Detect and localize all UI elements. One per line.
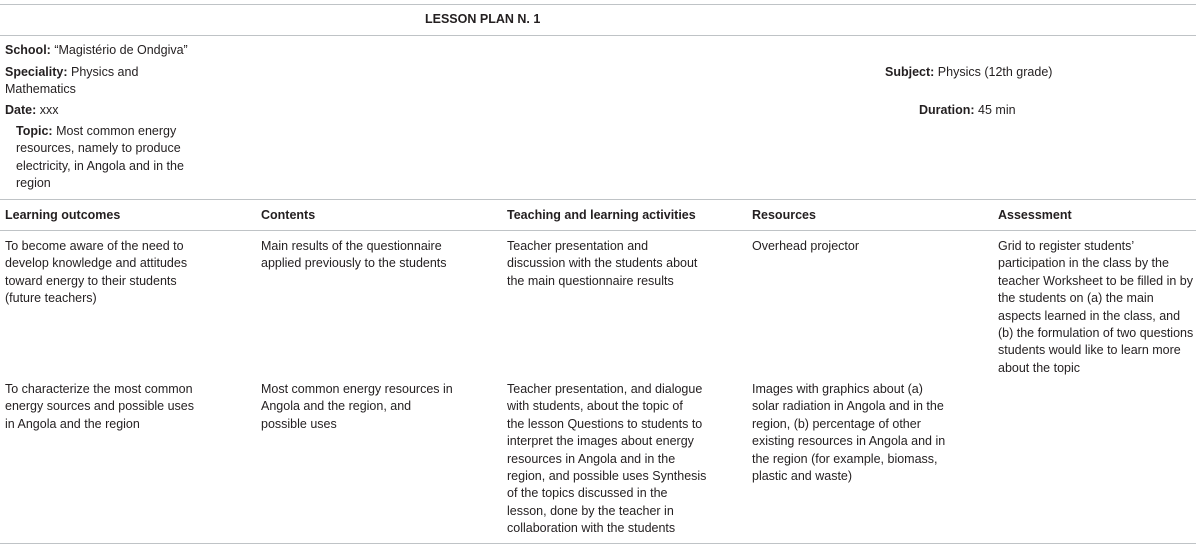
cell-line: discussion with the students about xyxy=(507,256,698,271)
cell-line: Main results of the questionnaire xyxy=(261,239,442,253)
cell-line: toward energy to their students xyxy=(5,273,177,288)
cell-line: lesson, done by the teacher in xyxy=(507,503,674,518)
cell-line: Angola and the region, and xyxy=(261,399,412,414)
cell-line: students would like to learn more xyxy=(998,343,1181,358)
topic-line: Most common energy xyxy=(56,124,177,138)
date-label: Date: xyxy=(5,103,37,117)
cell-line: solar radiation in Angola and in the xyxy=(752,399,944,414)
cell-line: existing resources in Angola and in xyxy=(752,434,946,449)
cell-line: the lesson Questions to students to xyxy=(507,416,703,431)
column-header-learning-outcomes: Learning outcomes xyxy=(5,208,121,222)
cell-line: Grid to register students’ xyxy=(998,239,1135,253)
cell-line: the region (for example, biomass, xyxy=(752,451,938,466)
cell-line: applied previously to the students xyxy=(261,256,447,271)
cell-line: teacher Worksheet to be filled in by xyxy=(998,273,1194,288)
cell-line: about the topic xyxy=(998,360,1081,375)
table-row-2-resources xyxy=(752,381,945,485)
table-row-1-learning-outcomes xyxy=(5,238,187,308)
topic-label: Topic: xyxy=(16,124,53,138)
cell-line: in Angola and the region xyxy=(5,416,140,431)
speciality-field xyxy=(5,64,138,99)
cell-line: interpret the images about energy xyxy=(507,434,694,449)
cell-line: Teacher presentation, and dialogue xyxy=(507,382,703,396)
bottom-rule xyxy=(0,543,1196,544)
cell-line: aspects learned in the class, and xyxy=(998,308,1181,323)
cell-line: energy sources and possible uses xyxy=(5,399,195,414)
school-value: “Magistério de Ondgiva” xyxy=(54,43,188,57)
date-value: xxx xyxy=(39,103,59,117)
speciality-value-line-2: Mathematics xyxy=(5,82,76,97)
duration-label: Duration: xyxy=(919,103,975,117)
cell-line: of the topics discussed in the xyxy=(507,486,668,501)
page-title: LESSON PLAN N. 1 xyxy=(425,12,541,26)
cell-line: To characterize the most common xyxy=(5,382,193,396)
table-row-2-activities xyxy=(507,381,706,538)
column-header-assessment: Assessment xyxy=(998,208,1072,222)
cell-line: resources in Angola and in the xyxy=(507,451,676,466)
cell-line: (future teachers) xyxy=(5,291,97,306)
duration-value: 45 min xyxy=(978,103,1016,117)
subject-field xyxy=(885,64,1052,81)
speciality-value-line-1: Physics and xyxy=(71,65,139,79)
cell-line: region, (b) percentage of other xyxy=(752,416,921,431)
school-field xyxy=(5,42,188,59)
subject-value: Physics (12th grade) xyxy=(937,65,1053,79)
cell-line: Images with graphics about (a) xyxy=(752,382,923,396)
speciality-label: Speciality: xyxy=(5,65,68,79)
cell-line: To become aware of the need to xyxy=(5,239,184,253)
cell-line: region, and possible uses Synthesis xyxy=(507,469,707,484)
cell-line: possible uses xyxy=(261,416,337,431)
table-row-1-activities xyxy=(507,238,697,290)
column-header-contents: Contents xyxy=(261,208,316,222)
column-header-resources: Resources xyxy=(752,208,816,222)
table-row-2-contents xyxy=(261,381,453,433)
table-row-1-resources xyxy=(752,238,859,255)
cell-line: Most common energy resources in xyxy=(261,382,453,396)
cell-line: Teacher presentation and xyxy=(507,239,649,253)
cell-line: the main questionnaire results xyxy=(507,273,674,288)
cell-line: Overhead projector xyxy=(752,239,860,253)
topic-line: electricity, in Angola and in the xyxy=(16,158,184,173)
subject-label: Subject: xyxy=(885,65,935,79)
cell-line: (b) the formulation of two questions xyxy=(998,326,1194,341)
topic-line: region xyxy=(16,176,51,191)
column-header-activities: Teaching and learning activities xyxy=(507,208,696,222)
table-row-1-assessment xyxy=(998,238,1193,377)
topic-field xyxy=(16,123,184,193)
topic-line: resources, namely to produce xyxy=(16,141,181,156)
cell-line: develop knowledge and attitudes xyxy=(5,256,188,271)
title-rule xyxy=(0,35,1196,36)
date-field xyxy=(5,102,59,119)
cell-line: with students, about the topic of xyxy=(507,399,683,414)
header-rule xyxy=(0,199,1196,200)
cell-line: the students on (a) the main xyxy=(998,291,1154,306)
cell-line: plastic and waste) xyxy=(752,469,853,484)
cell-line: participation in the class by the xyxy=(998,256,1169,271)
school-label: School: xyxy=(5,43,51,57)
cell-line: collaboration with the students xyxy=(507,521,676,536)
top-rule xyxy=(0,4,1196,5)
table-row-2-learning-outcomes xyxy=(5,381,194,433)
duration-field xyxy=(919,102,1016,119)
column-header-rule xyxy=(0,230,1196,231)
table-row-1-contents xyxy=(261,238,447,273)
